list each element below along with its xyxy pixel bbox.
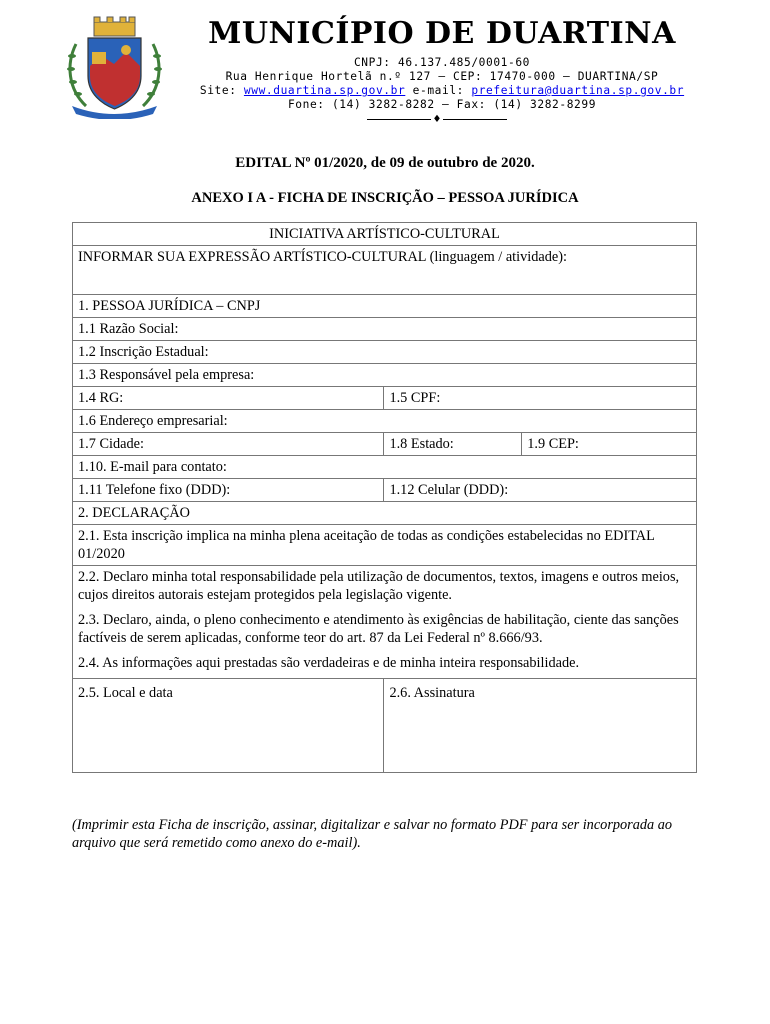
city-field[interactable]: 1.7 Cidade: (73, 433, 384, 456)
email-link[interactable]: prefeitura@duartina.sp.gov.br (471, 84, 685, 97)
coat-of-arms-icon (62, 14, 167, 119)
company-name-field[interactable]: 1.1 Razão Social: (73, 318, 697, 341)
signature-field[interactable]: 2.6. Assinatura (384, 679, 697, 773)
declaration-2-2: 2.2. Declaro minha total responsabilidade pela utilização de documentos, textos, imagens e outros meios, cujos direitos autorais estejam protegidos pela legislação vigente. (73, 566, 697, 607)
landline-field[interactable]: 1.11 Telefone fixo (DDD): (73, 479, 384, 502)
phone-line: Fone: (14) 3282-8282 – Fax: (14) 3282-8299 (287, 98, 597, 111)
section-1-header: 1. PESSOA JURÍDICA – CNPJ (73, 295, 697, 318)
mobile-field[interactable]: 1.12 Celular (DDD): (384, 479, 697, 502)
declaration-2-3: 2.3. Declaro, ainda, o pleno conhecimento e atendimento às exigências de habilitação, ciente das sanções factíveis de serem aplicadas, conforme teor do art. 87 da Lei Federal nº 8.666/93. (73, 606, 697, 649)
ornament-divider: ♦ (362, 114, 512, 125)
cpf-field[interactable]: 1.5 CPF: (384, 387, 697, 410)
business-address-field[interactable]: 1.6 Endereço empresarial: (73, 410, 697, 433)
email-label: e-mail: (412, 84, 465, 97)
address-line: Rua Henrique Hortelã n.º 127 – CEP: 17470-000 – DUARTINA/SP (225, 70, 659, 83)
initiative-header: INICIATIVA ARTÍSTICO-CULTURAL (73, 223, 697, 246)
footer-note: (Imprimir esta Ficha de inscrição, assinar, digitalizar e salvar no formato PDF para ser incorporada ao arquivo que será remetido como anexo do e-mail). (72, 817, 673, 851)
state-registration-field[interactable]: 1.2 Inscrição Estadual: (73, 341, 697, 364)
registration-form (72, 222, 697, 773)
declaration-2-1: 2.1. Esta inscrição implica na minha plena aceitação de todas as condições estabelecidas no EDITAL 01/2020 (73, 525, 697, 566)
responsible-field[interactable]: 1.3 Responsável pela empresa: (73, 364, 697, 387)
cep-field[interactable]: 1.9 CEP: (522, 433, 697, 456)
state-field[interactable]: 1.8 Estado: (384, 433, 522, 456)
site-label: Site: (199, 84, 237, 97)
cnpj-line: CNPJ: 46.137.485/0001-60 (353, 56, 531, 69)
email-field[interactable]: 1.10. E-mail para contato: (73, 456, 697, 479)
expression-field[interactable]: INFORMAR SUA EXPRESSÃO ARTÍSTICO-CULTURAL (linguagem / atividade): (73, 246, 697, 295)
edital-heading: EDITAL Nº 01/2020, de 09 de outubro de 2020. (235, 155, 535, 171)
contact-line (182, 84, 702, 97)
anexo-heading: ANEXO I A - FICHA DE INSCRIÇÃO – PESSOA JURÍDICA (191, 190, 579, 206)
page-title: MUNICÍPIO DE DUARTINA (208, 16, 676, 51)
rg-field[interactable]: 1.4 RG: (73, 387, 384, 410)
site-link[interactable]: www.duartina.sp.gov.br (243, 84, 406, 97)
place-date-field[interactable]: 2.5. Local e data (73, 679, 384, 773)
section-2-header: 2. DECLARAÇÃO (73, 502, 697, 525)
declaration-2-4: 2.4. As informações aqui prestadas são verdadeiras e de minha inteira responsabilidade. (73, 649, 697, 679)
letterhead (62, 14, 722, 134)
